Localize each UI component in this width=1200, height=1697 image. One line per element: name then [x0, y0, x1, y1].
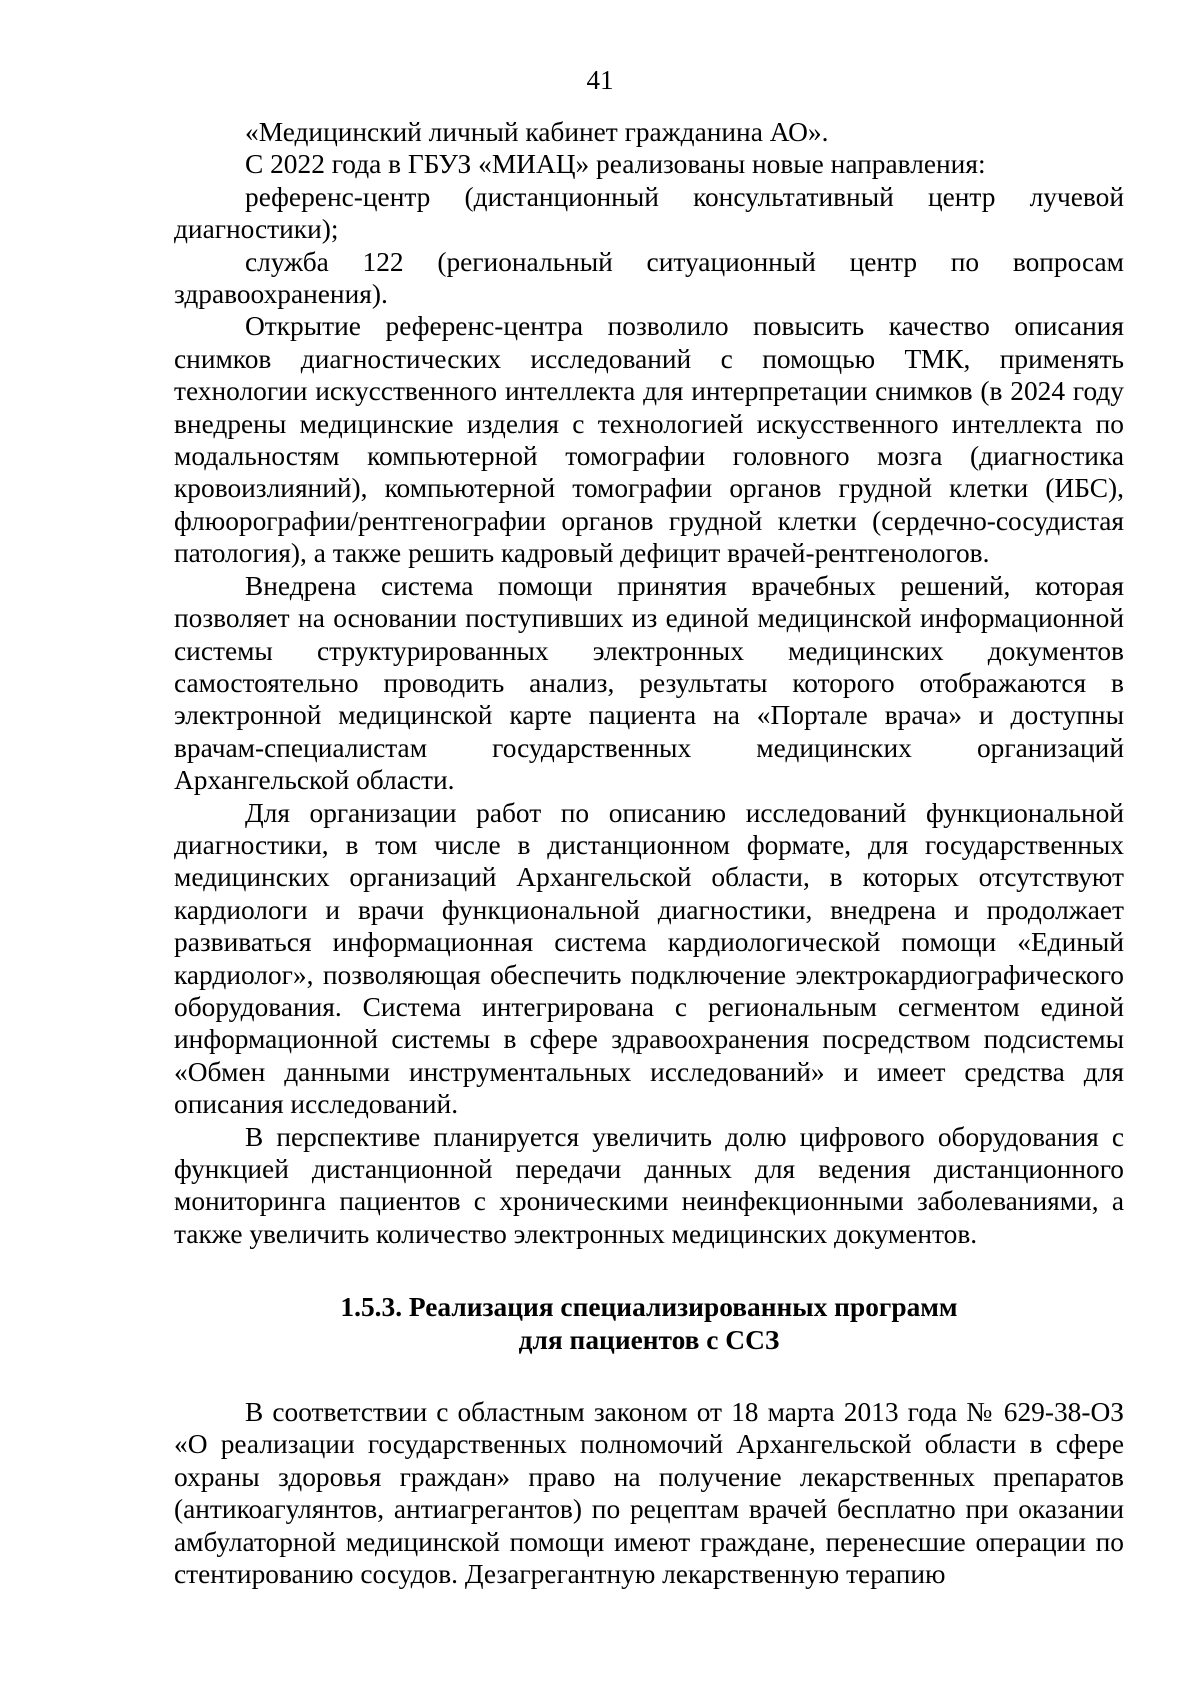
section-heading [174, 1291, 1124, 1356]
section-heading-line-2: для пациентов с ССЗ [518, 1324, 780, 1355]
page-number: 41 [586, 65, 614, 95]
paragraph-reference-center: референс-центр (дистанционный консультативный центр лучевой диагностики); [174, 181, 1124, 245]
paragraph-cabinet: «Медицинский личный кабинет гражданина АО». [245, 117, 829, 147]
paragraph-regional-law: В соответствии с областным законом от 18 марта 2013 года № 629-38-ОЗ «О реализации государственных полномочий Архангельской области в сфере охраны здоровья граждан» право на получение лекарственных препаратов (антикоагулянтов, антиагрегантов) по рецептам врачей бесплатно при оказании амбулаторной медицинской помощи имеют граждане, перенесшие операции по стентированию сосудов. Дезагрегантную лекарственную терапию [174, 1397, 1124, 1590]
paragraph-new-directions: С 2022 года в ГБУЗ «МИАЦ» реализованы новые направления: [245, 149, 986, 180]
paragraph-service-122: служба 122 (региональный ситуационный центр по вопросам здравоохранения). [174, 246, 1124, 310]
paragraph-perspective: В перспективе планируется увеличить долю цифрового оборудования с функцией дистанционной передачи данных для ведения дистанционного мониторинга пациентов с хроническими неинфекционными заболеваниями, а также увеличить количество электронных медицинских документов. [174, 1121, 1124, 1249]
paragraph-reference-center-opening: Открытие референс-центра позволило повысить качество описания снимков диагностических исследований с помощью ТМК, применять технологии искусственного интеллекта для интерпретации снимков (в 2024 году внедрены медицинские изделия с технологией искусственного интеллекта по модальностям компьютерной томографии головного мозга (диагностика кровоизлияний), компьютерной томографии органов грудной клетки (ИБС), флюорографии/рентгенографии органов грудной клетки (сердечно-сосудистая патология), а также решить кадровый дефицит врачей-рентгенологов. [174, 311, 1124, 569]
document-body [174, 116, 1124, 1590]
paragraph-decision-support: Внедрена система помощи принятия врачебных решений, которая позволяет на основании поступивших из единой медицинской информационной системы структурированных электронных медицинских документов самостоятельно проводить анализ, результаты которого отображаются в электронной медицинской карте пациента на «Портале врача» и доступны врачам-специалистам государственных медицинских организаций Архангельской области. [174, 570, 1124, 796]
section-heading-line-1: 1.5.3. Реализация специализированных программ [340, 1292, 958, 1323]
paragraph-functional-diagnostics: Для организации работ по описанию исследований функциональной диагностики, в том числе в дистанционном формате, для государственных медицинских организаций Архангельской области, в которых отсутствуют кардиологи и врачи функциональной диагностики, внедрена и продолжает развиваться информационная система кардиологической помощи «Единый кардиолог», позволяющая обеспечить подключение электрокардиографического оборудования. Система интегрирована с региональным сегментом единой информационной системы в сфере здравоохранения посредством подсистемы «Обмен данными инструментальных исследований» и имеет средства для описания исследований. [174, 797, 1124, 1120]
